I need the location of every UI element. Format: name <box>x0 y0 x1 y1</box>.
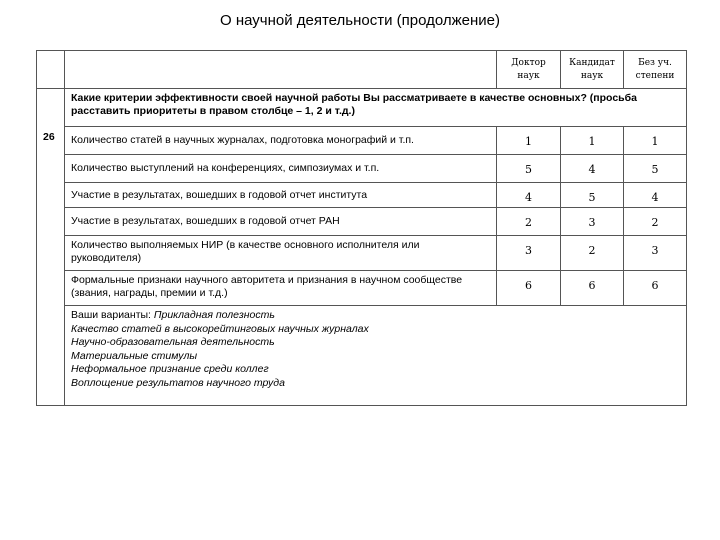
table-row <box>37 183 687 208</box>
survey-table <box>36 50 687 406</box>
row-label: Формальные признаки научного авторитета и признания в научном сообществе (звания, награды, премии и т.д.) <box>65 271 497 306</box>
page-title: О научной деятельности (продолжение) <box>219 12 501 29</box>
table-row <box>37 208 687 236</box>
variant-item: Неформальное признание среди коллег <box>71 363 269 375</box>
value-doctor: 6 <box>497 271 561 306</box>
value-no-degree: 1 <box>624 127 687 155</box>
value-candidate: 5 <box>561 183 624 208</box>
column-no-degree: Без уч. степени <box>624 51 687 89</box>
variant-item: Научно-образовательная деятельность <box>71 336 275 348</box>
row-label: Количество выступлений на конференциях, симпозиумах и т.п. <box>65 155 497 183</box>
variant-item: Материальные стимулы <box>71 349 198 362</box>
variant-item: Прикладная полезность <box>153 309 275 321</box>
table-row <box>37 155 687 183</box>
value-no-degree: 5 <box>624 155 687 183</box>
variants-cell <box>65 306 687 406</box>
question-number: 26 <box>37 89 65 406</box>
column-candidate: Кандидат наук <box>561 51 624 89</box>
value-no-degree: 2 <box>624 208 687 236</box>
value-doctor: 4 <box>497 183 561 208</box>
variants-row <box>37 306 687 406</box>
value-doctor: 5 <box>497 155 561 183</box>
value-no-degree: 4 <box>624 183 687 208</box>
row-label: Количество статей в научных журналах, подготовка монографий и т.п. <box>65 127 497 155</box>
row-label: Участие в результатах, вошедших в годовой отчет РАН <box>65 208 497 236</box>
value-no-degree: 3 <box>624 236 687 271</box>
variants-label: Ваши варианты: <box>71 309 151 321</box>
question-row <box>37 89 687 127</box>
header-blank-label <box>65 51 497 89</box>
question-text: Какие критерии эффективности своей научной работы Вы рассматриваете в качестве основных? (просьба расставить приоритеты в правом столбце – 1, 2 и т.д.) <box>65 89 687 127</box>
value-doctor: 3 <box>497 236 561 271</box>
header-blank-num <box>37 51 65 89</box>
row-label: Количество выполняемых НИР (в качестве основного исполнителя или руководителя) <box>65 236 497 271</box>
value-candidate: 3 <box>561 208 624 236</box>
table-row <box>37 127 687 155</box>
value-candidate: 2 <box>561 236 624 271</box>
variant-item: Качество статей в высокорейтинговых научных журналах <box>71 322 369 335</box>
column-doctor: Доктор наук <box>497 51 561 89</box>
table-row <box>37 236 687 271</box>
value-candidate: 6 <box>561 271 624 306</box>
header-row <box>37 51 687 89</box>
row-label: Участие в результатах, вошедших в годовой отчет института <box>65 183 497 208</box>
value-doctor: 2 <box>497 208 561 236</box>
variant-item: Воплощение результатов научного труда <box>71 376 285 389</box>
value-doctor: 1 <box>497 127 561 155</box>
value-candidate: 1 <box>561 127 624 155</box>
table-row <box>37 271 687 306</box>
value-candidate: 4 <box>561 155 624 183</box>
value-no-degree: 6 <box>624 271 687 306</box>
